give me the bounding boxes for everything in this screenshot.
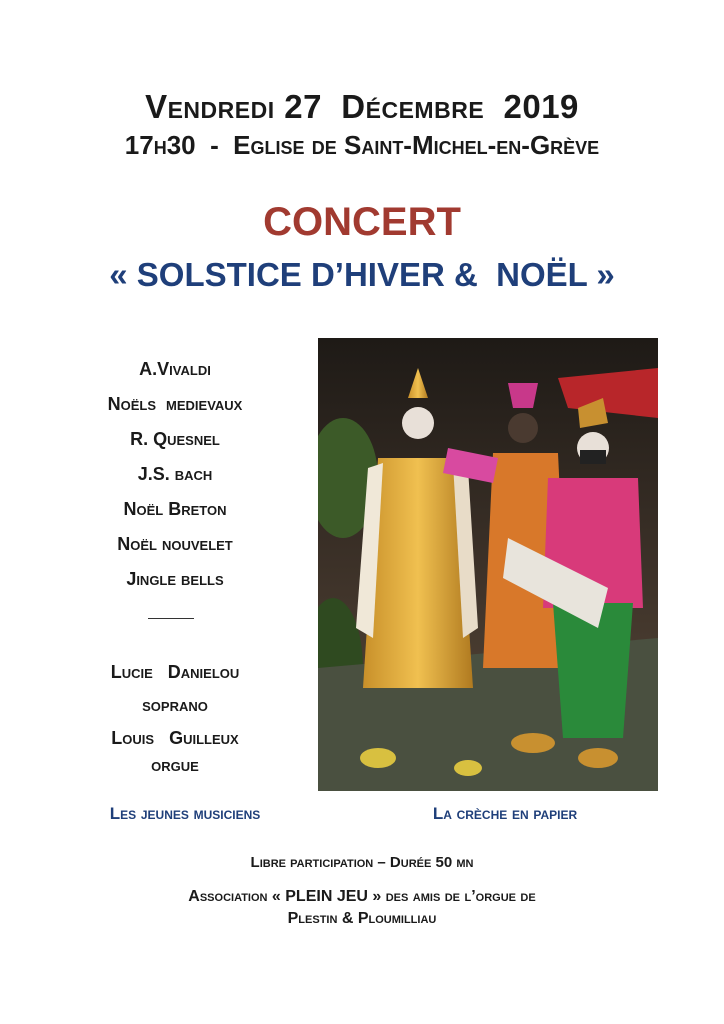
- organist-role: orgue: [151, 755, 199, 775]
- program-item: Noël nouvelet: [117, 534, 233, 554]
- program-item: R. Quesnel: [130, 429, 220, 449]
- performers: [40, 662, 310, 776]
- association-line-2: Plestin & Ploumilliau: [287, 910, 437, 927]
- program-item: Jingle bells: [126, 569, 224, 589]
- program-item: Noëls medievaux: [107, 394, 243, 414]
- participation-info: Libre participation – Durée 50 mn: [250, 854, 474, 871]
- concert-title: CONCERT: [263, 200, 461, 244]
- singer-name: Lucie Danielou: [110, 662, 240, 682]
- program-item: Noël Breton: [123, 499, 227, 519]
- association-info: [0, 886, 724, 930]
- program-item: J.S. bach: [137, 464, 213, 484]
- section-divider: [148, 618, 194, 619]
- photo-caption-creche: La crèche en papier: [432, 804, 578, 823]
- event-time-venue: 17h30 - Eglise de Saint-Michel-en-Grève: [124, 130, 600, 160]
- organist-name: Louis Guilleux: [111, 728, 239, 748]
- event-date: Vendredi 27 Décembre 2019: [145, 88, 579, 125]
- singer-role: soprano: [142, 695, 208, 715]
- program-item: A.Vivaldi: [139, 359, 211, 379]
- association-line-1: Association « PLEIN JEU » des amis de l’orgue de: [188, 888, 536, 905]
- nativity-photo: [318, 338, 658, 791]
- program-list: [40, 352, 310, 597]
- photo-caption-musicians: Les jeunes musiciens: [109, 804, 261, 823]
- concert-subtitle: « SOLSTICE D’HIVER & NOËL »: [109, 256, 615, 293]
